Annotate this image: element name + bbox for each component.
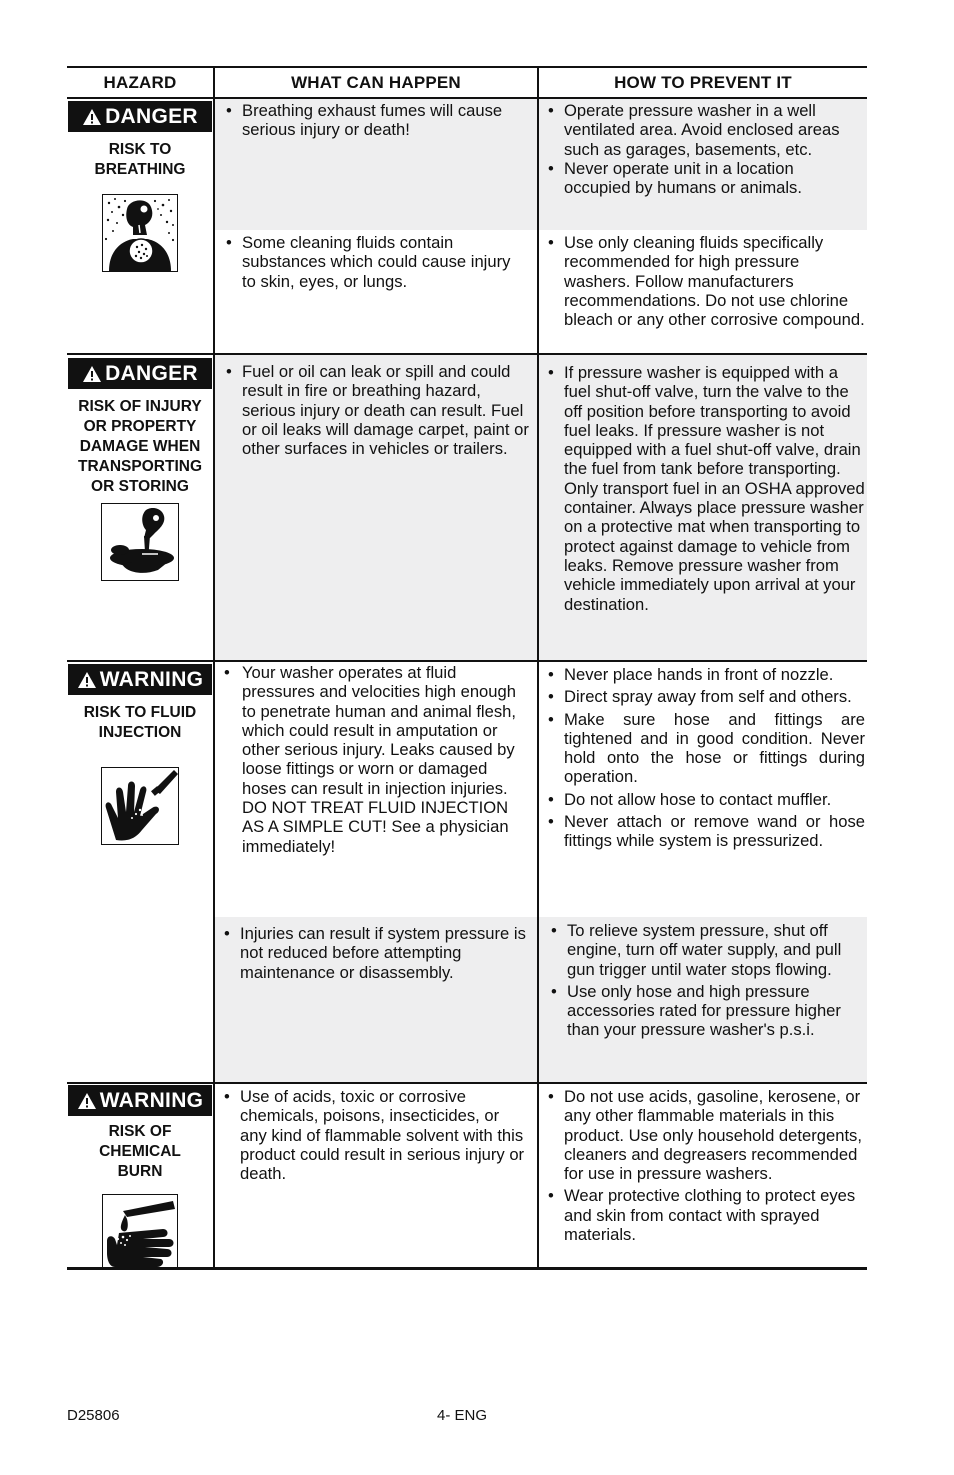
column-header-how-to-prevent: HOW TO PREVENT IT	[614, 73, 792, 92]
list-item: • Breathing exhaust fumes will cause serious injury or death!	[217, 101, 529, 140]
warning-triangle-icon	[77, 671, 97, 689]
list-item: • Fuel or oil can leak or spill and could result in fire or breathing hazard, serious injury or death can result. Fuel or oil leaks will damage carpet, paint or other surfaces in vehicles or trailers.	[217, 362, 529, 458]
prevent-cell	[539, 1084, 867, 1267]
prevent-cell	[539, 662, 867, 916]
page-number: 4- ENG	[437, 1407, 488, 1424]
list-item: • Operate pressure washer in a well ventilated area. Avoid enclosed areas such as garages, basements, etc.	[539, 101, 863, 159]
what-cell	[215, 1084, 537, 1267]
what-cell	[215, 917, 537, 1082]
list-item: • Never operate unit in a location occupied by humans or animals.	[539, 159, 863, 198]
document-number: D25806	[67, 1407, 120, 1424]
signal-word: DANGER	[105, 105, 198, 128]
hazard-label: RISK TO FLUID INJECTION	[83, 704, 197, 741]
what-cell	[215, 662, 537, 916]
list-item: • Some cleaning fluids contain substances which could cause injury to skin, eyes, or lungs.	[217, 233, 527, 291]
danger-signal	[68, 101, 212, 132]
list-item: • Do not use acids, gasoline, kerosene, or any other flammable materials in this product. Use only household detergents, cleaners and degreasers recommended for use in pressure washers.	[539, 1087, 865, 1183]
signal-word: WARNING	[99, 1089, 204, 1112]
chemical-burn-icon	[102, 1194, 178, 1268]
hazard-label: RISK OF INJURY OR PROPERTY DAMAGE WHEN TRANSPORTING OR STORING	[78, 398, 202, 495]
prevent-cell	[539, 99, 867, 230]
list-item: • Never place hands in front of nozzle.	[539, 665, 865, 684]
danger-signal	[68, 358, 212, 389]
list-item: • Direct spray away from self and others.	[539, 687, 865, 706]
column-header-what-can-happen: WHAT CAN HAPPEN	[291, 73, 461, 92]
list-item: • If pressure washer is equipped with a fuel shut-off valve, turn the valve to the off position before transporting to avoid fuel leaks. If pressure washer is not equipped with a fuel shut-off valve, drain the fuel from tank before transporting. Only transport fuel in an OSHA approved container. Always place pressure washer on a protective mat when transporting to protect against damage to vehicle from leaks. Remove pressure washer from vehicle immediately upon arrival at your destination.	[539, 363, 865, 614]
fuel-spill-icon	[101, 503, 179, 581]
hazard-breathing	[67, 101, 213, 277]
hazard-transporting	[67, 358, 213, 586]
list-item: • Use of acids, toxic or corrosive chemicals, poisons, insecticides, or any kind of flammable solvent with this product could result in serious injury or death.	[215, 1087, 529, 1183]
warning-triangle-icon	[82, 108, 102, 126]
list-item: • Use only cleaning fluids specifically recommended for high pressure washers. Follow manufacturers recommendations. Do not use chlorine bleach or any other corrosive compound.	[539, 233, 865, 329]
signal-word: WARNING	[99, 668, 204, 691]
what-cell	[215, 99, 537, 230]
fluid-injection-icon	[101, 767, 179, 845]
prevent-cell	[539, 917, 867, 1082]
column-header-hazard: HAZARD	[103, 73, 177, 92]
breathing-hazard-icon	[102, 194, 178, 272]
list-item: • Wear protective clothing to protect eyes and skin from contact with sprayed materials.	[539, 1186, 865, 1244]
warning-signal	[68, 664, 212, 695]
list-item: • Use only hose and high pressure accessories rated for pressure higher than your pressure washer's p.s.i.	[542, 982, 865, 1040]
warning-triangle-icon	[77, 1092, 97, 1110]
table-bottom-rule	[67, 1267, 867, 1270]
prevent-cell	[539, 232, 867, 352]
list-item: • Injuries can result if system pressure is not reduced before attempting maintenance or disassembly.	[215, 924, 527, 982]
prevent-cell	[539, 355, 867, 660]
hazard-label: RISK TO BREATHING	[94, 141, 186, 178]
hazard-fluid-injection	[67, 664, 213, 850]
list-item: • Never attach or remove wand or hose fittings while system is pressurized.	[539, 812, 865, 851]
what-cell	[215, 232, 537, 352]
what-cell	[215, 355, 537, 660]
hazard-label: RISK OF CHEMICAL BURN	[99, 1123, 181, 1180]
signal-word: DANGER	[105, 362, 198, 385]
warning-triangle-icon	[82, 365, 102, 383]
list-item: • To relieve system pressure, shut off engine, turn off water supply, and pull gun trigger until water stops flowing.	[542, 921, 865, 979]
list-item: • Do not allow hose to contact muffler.	[539, 790, 865, 809]
hazard-chemical-burn	[67, 1085, 213, 1273]
warning-signal	[68, 1085, 212, 1116]
list-item: • Make sure hose and fittings are tightened and in good condition. Never hold onto the hose or fittings during operation.	[539, 710, 865, 787]
list-item: • Your washer operates at fluid pressures and velocities high enough to penetrate human and animal flesh, which could result in amputation or other serious injury. Leaks caused by loose fittings or worn or damaged hoses can result in injection injuries. DO NOT TREAT FLUID INJECTION AS A SIMPLE CUT! See a physician immediately!	[215, 663, 529, 856]
